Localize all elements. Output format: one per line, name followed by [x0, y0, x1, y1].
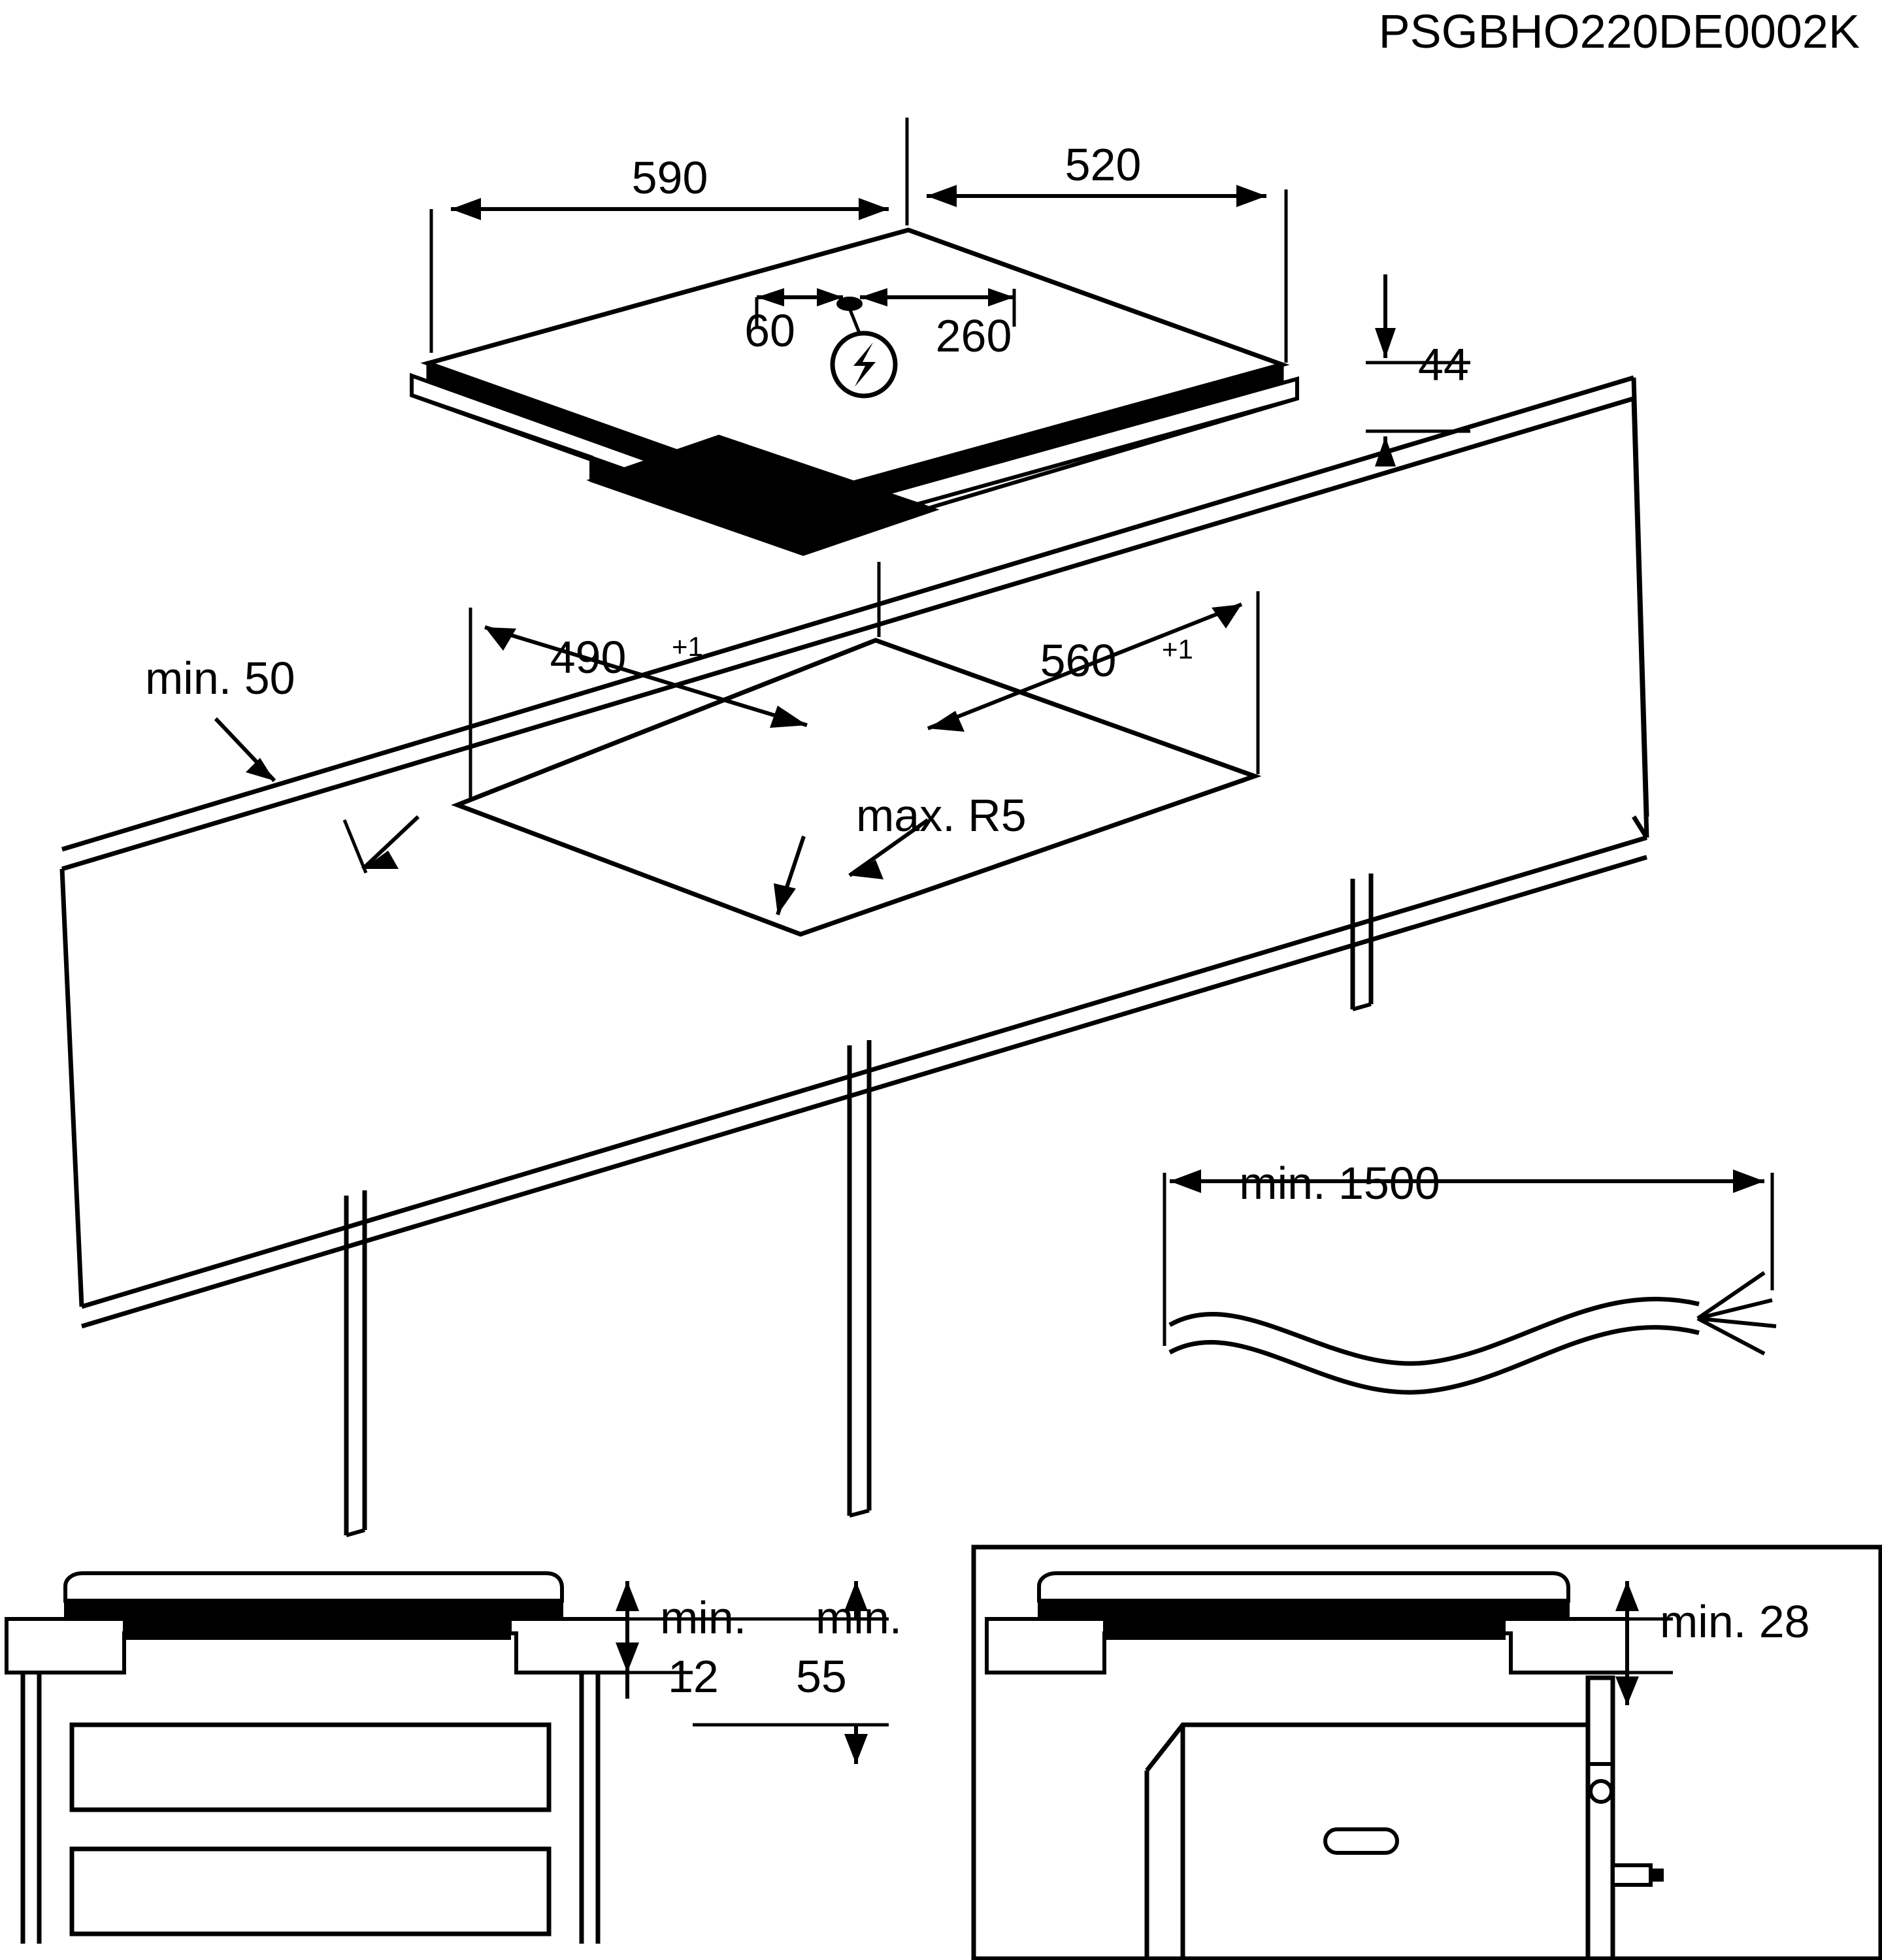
label-44: 44 — [1418, 339, 1469, 390]
electrical-connection-icon — [833, 333, 895, 396]
label-490: 490 — [550, 632, 627, 683]
power-cable-icon — [1170, 1273, 1776, 1392]
section-drawer-clearance — [7, 1573, 627, 1944]
label-min-12-prefix: min. — [660, 1592, 747, 1643]
label-60: 60 — [744, 305, 795, 356]
label-560: 560 — [1040, 635, 1117, 686]
label-min-1500: min. 1500 — [1239, 1158, 1440, 1209]
connection-point — [838, 298, 861, 310]
label-min-28: min. 28 — [1660, 1596, 1810, 1647]
label-min-55-value: 55 — [796, 1651, 847, 1702]
label-560-tolerance: +1 — [1162, 634, 1193, 664]
label-520: 520 — [1065, 139, 1142, 190]
label-max-r5: max. R5 — [856, 790, 1027, 841]
label-min-50: min. 50 — [145, 653, 295, 704]
label-490-tolerance: +1 — [672, 631, 703, 662]
label-260: 260 — [935, 310, 1012, 361]
label-590: 590 — [631, 152, 708, 203]
document-code: PSGBHO220DE0002K — [1378, 6, 1860, 58]
label-min-12-value: 12 — [668, 1651, 719, 1702]
label-min-55-prefix: min. — [816, 1592, 902, 1643]
